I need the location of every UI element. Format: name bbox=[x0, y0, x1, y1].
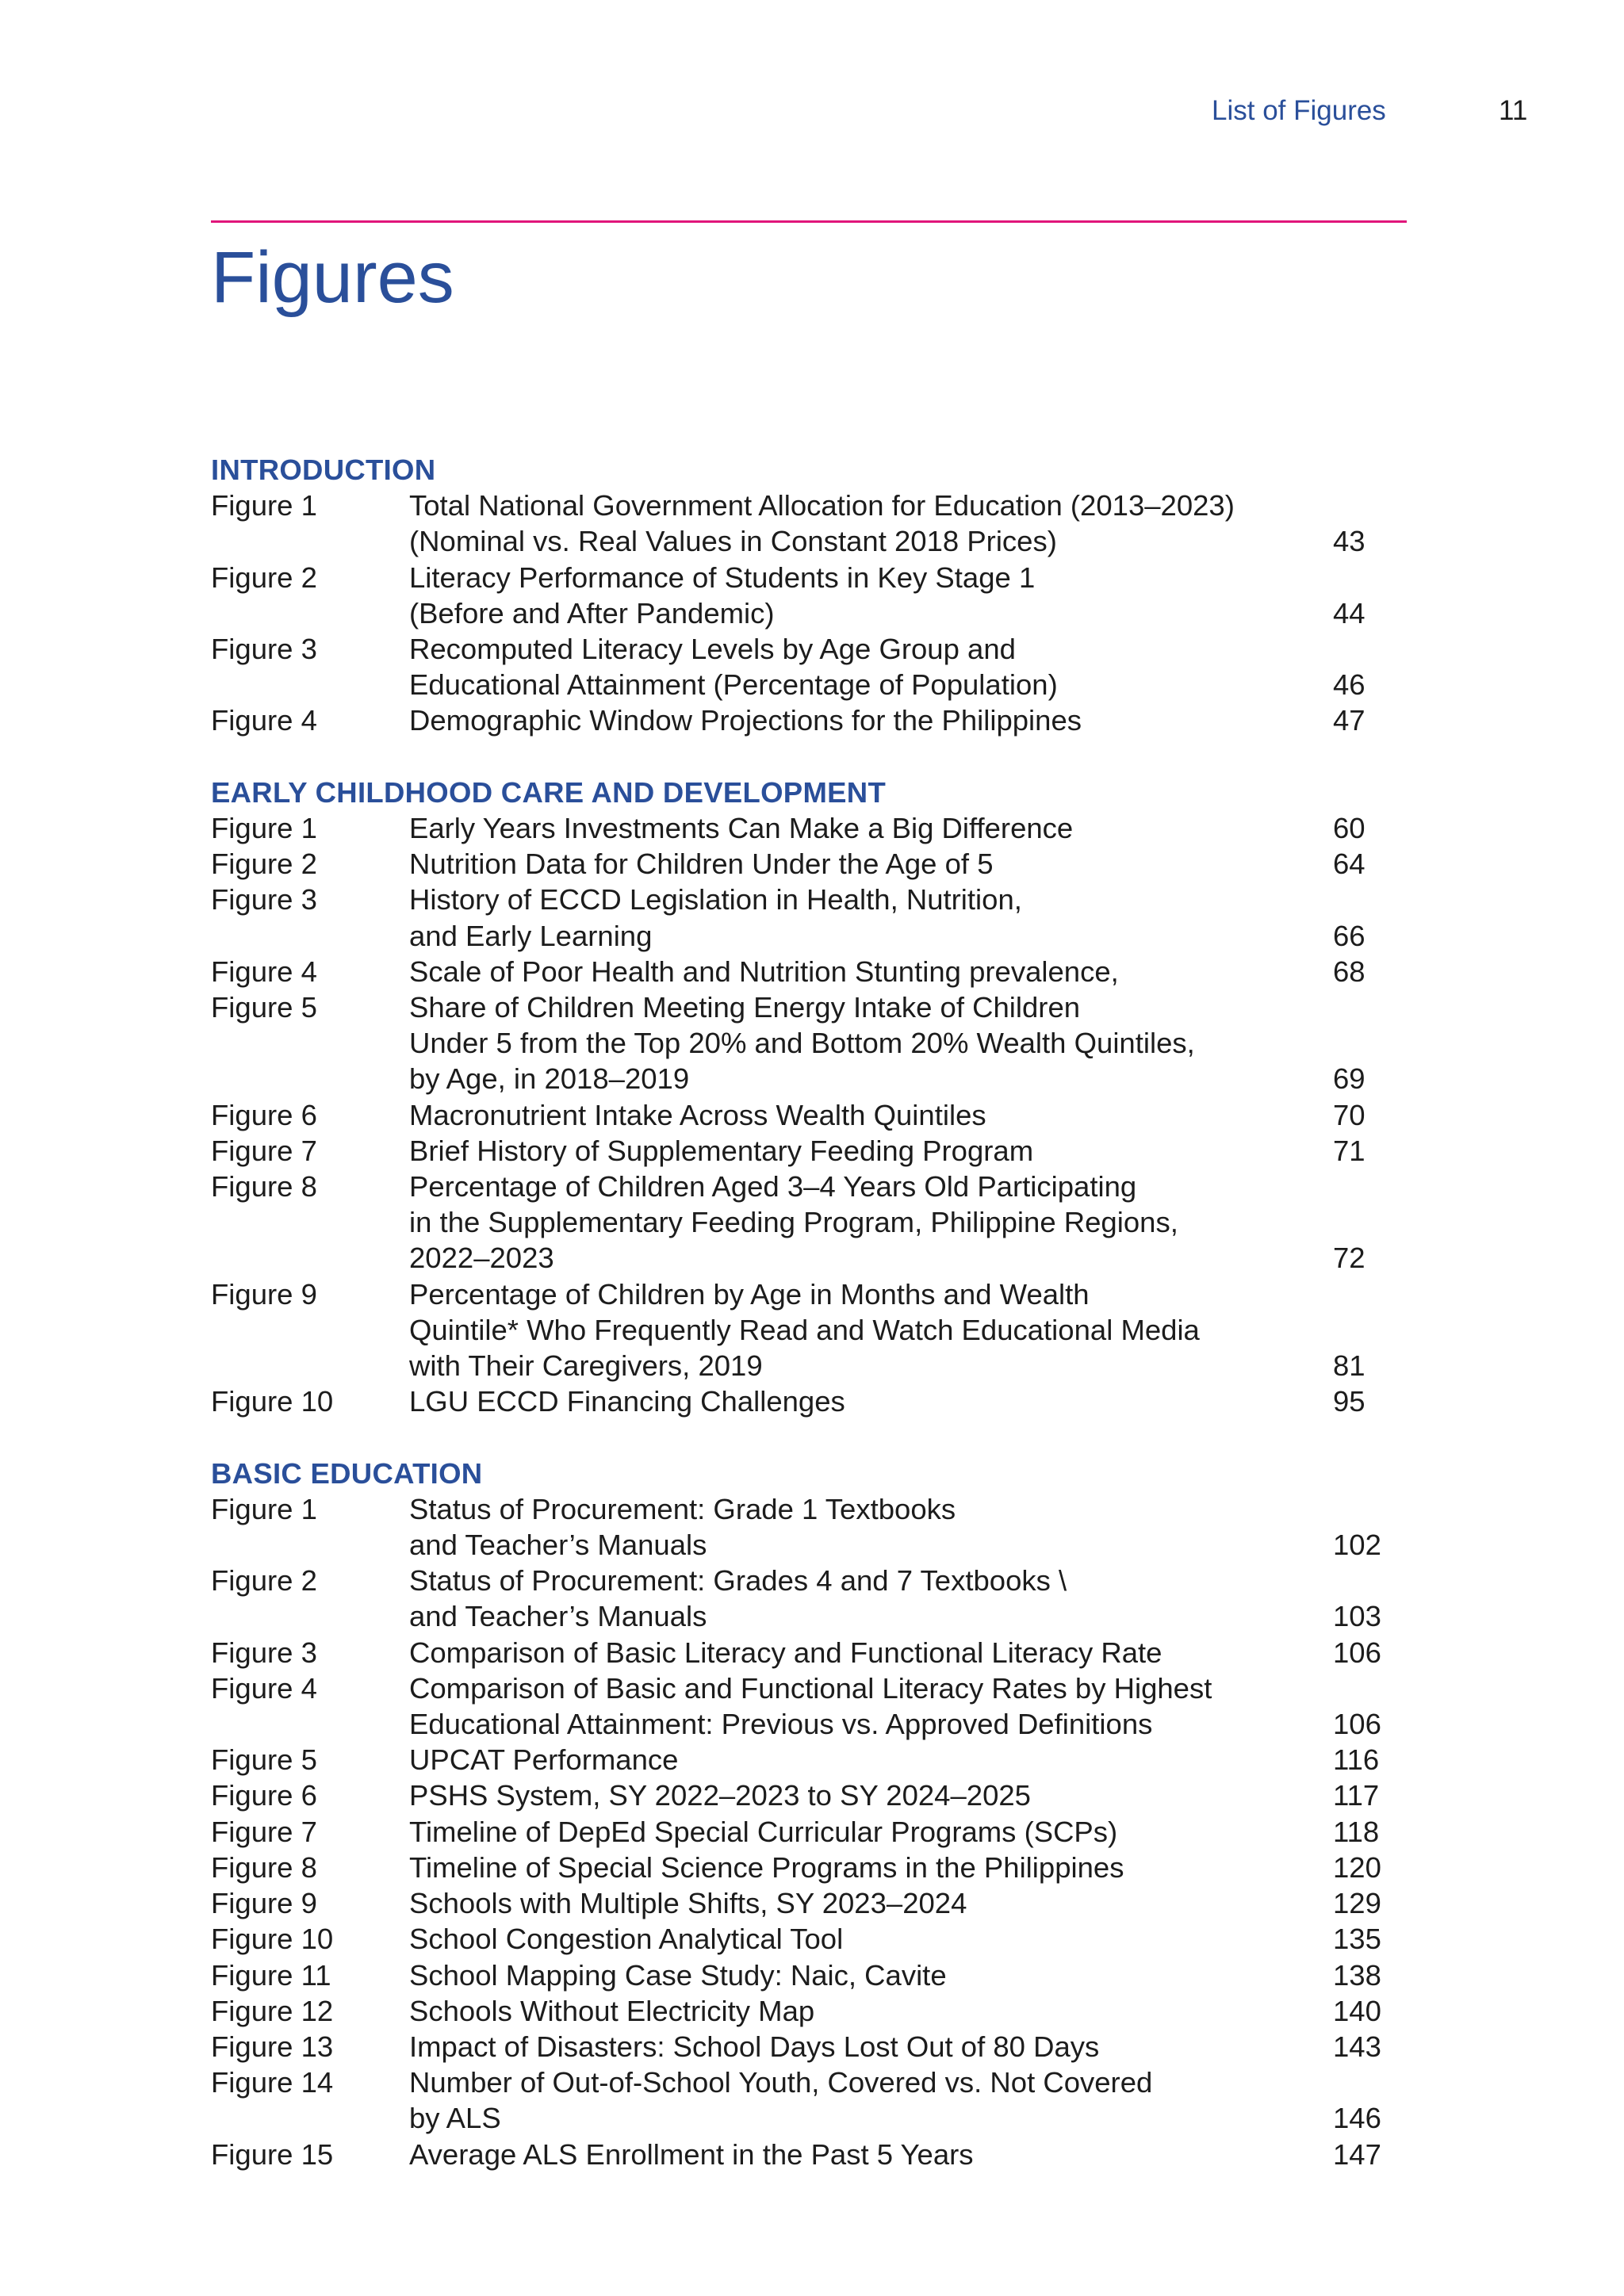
figure-title: Number of Out-of-School Youth, Covered vs. Not Covered bbox=[409, 2066, 1153, 2099]
figure-page-number: 140 bbox=[1333, 1994, 1381, 2027]
figure-page-number: 120 bbox=[1333, 1850, 1381, 1884]
figure-label: Figure 7 bbox=[211, 1815, 317, 1848]
figure-page-number: 66 bbox=[1333, 919, 1365, 952]
figure-title: Comparison of Basic Literacy and Functional Literacy Rate bbox=[409, 1636, 1162, 1669]
figure-entry[interactable] bbox=[211, 1814, 1385, 1850]
figure-title: Literacy Performance of Students in Key Stage 1 bbox=[409, 561, 1036, 594]
figure-label: Figure 1 bbox=[211, 812, 317, 845]
figure-page-number: 70 bbox=[1333, 1098, 1365, 1131]
figure-label: Figure 3 bbox=[211, 883, 317, 916]
title-rule bbox=[211, 220, 1407, 223]
figure-label: Figure 2 bbox=[211, 1564, 317, 1598]
figure-label: Figure 11 bbox=[211, 1958, 331, 1992]
figure-entry[interactable] bbox=[211, 702, 1385, 738]
figure-title: History of ECCD Legislation in Health, Nutrition, bbox=[409, 883, 1022, 916]
figure-label: Figure 2 bbox=[211, 848, 317, 881]
figure-title: Educational Attainment (Percentage of Population) bbox=[409, 668, 1058, 702]
figure-page-number: 116 bbox=[1333, 1743, 1380, 1777]
figure-page-number bbox=[1333, 1670, 1385, 1706]
figure-label: Figure 7 bbox=[211, 1134, 317, 1167]
figure-title: Under 5 from the Top 20% and Bottom 20% Wealth Quintiles, bbox=[409, 1027, 1195, 1060]
figure-label: Figure 6 bbox=[211, 1779, 317, 1812]
figure-label: Figure 8 bbox=[211, 1850, 317, 1884]
figure-title: Average ALS Enrollment in the Past 5 Years bbox=[409, 2137, 974, 2171]
figure-label: Figure 3 bbox=[211, 1636, 317, 1669]
figure-page-number: 147 bbox=[1333, 2137, 1381, 2171]
figure-page-number: 118 bbox=[1333, 1815, 1380, 1848]
figure-entry[interactable] bbox=[211, 1133, 1385, 1169]
figure-label: Figure 4 bbox=[211, 955, 317, 988]
figure-page-number: 68 bbox=[1333, 955, 1365, 988]
figure-entry[interactable] bbox=[211, 1957, 1385, 1993]
figure-page-number: 143 bbox=[1333, 2030, 1381, 2063]
figure-title: Timeline of Special Science Programs in the Philippines bbox=[409, 1850, 1124, 1884]
figure-title: Percentage of Children by Age in Months and Wealth bbox=[409, 1277, 1090, 1311]
figure-title: School Mapping Case Study: Naic, Cavite bbox=[409, 1958, 947, 1992]
figure-entry[interactable] bbox=[211, 846, 1385, 882]
figure-title: Macronutrient Intake Across Wealth Quintiles bbox=[409, 1098, 986, 1131]
figure-page-number: 64 bbox=[1333, 848, 1365, 881]
figure-label: Figure 6 bbox=[211, 1098, 317, 1131]
figure-page-number: 135 bbox=[1333, 1923, 1381, 1956]
figure-title: Status of Procurement: Grade 1 Textbooks bbox=[409, 1492, 956, 1525]
figure-page-number bbox=[1333, 560, 1385, 595]
figure-title: and Teacher’s Manuals bbox=[409, 1600, 707, 1633]
running-head: List of Figures bbox=[1212, 95, 1386, 126]
figure-page-number: 102 bbox=[1333, 1529, 1381, 1562]
section-gap bbox=[211, 1419, 1385, 1455]
figure-page-number bbox=[1333, 1563, 1385, 1598]
figure-label: Figure 10 bbox=[211, 1385, 334, 1418]
figure-label: Figure 4 bbox=[211, 704, 317, 737]
figure-page-number bbox=[1333, 1169, 1385, 1204]
page-title: Figures bbox=[211, 237, 454, 318]
figure-title: Schools Without Electricity Map bbox=[409, 1994, 815, 2027]
figure-entry[interactable] bbox=[211, 810, 1385, 846]
figure-entry[interactable] bbox=[211, 2064, 1385, 2136]
figure-label: Figure 9 bbox=[211, 1277, 317, 1311]
figure-page-number: 103 bbox=[1333, 1600, 1381, 1633]
figure-title: UPCAT Performance bbox=[409, 1743, 679, 1777]
figure-title: with Their Caregivers, 2019 bbox=[409, 1349, 763, 1383]
figure-title: Early Years Investments Can Make a Big Difference bbox=[409, 812, 1074, 845]
figure-entry[interactable] bbox=[211, 1169, 1385, 1276]
figure-title: in the Supplementary Feeding Program, Philippine Regions, bbox=[409, 1206, 1178, 1239]
figure-label: Figure 5 bbox=[211, 991, 317, 1024]
figure-label: Figure 4 bbox=[211, 1671, 317, 1705]
figure-page-number bbox=[1333, 1312, 1385, 1348]
figure-entry[interactable] bbox=[211, 2137, 1385, 2172]
figure-page-number: 60 bbox=[1333, 812, 1365, 845]
figure-label: Figure 2 bbox=[211, 561, 317, 594]
figure-page-number: 117 bbox=[1333, 1779, 1380, 1812]
figure-page-number bbox=[1333, 882, 1385, 917]
figure-label: Figure 8 bbox=[211, 1170, 317, 1203]
figure-title: Nutrition Data for Children Under the Age of 5 bbox=[409, 848, 994, 881]
page-number: 11 bbox=[1499, 95, 1528, 126]
figure-entry[interactable] bbox=[211, 1670, 1385, 1742]
figure-title: Comparison of Basic and Functional Literacy Rates by Highest bbox=[409, 1671, 1212, 1705]
figure-title: Schools with Multiple Shifts, SY 2023–2024 bbox=[409, 1887, 967, 1920]
figure-page-number: 95 bbox=[1333, 1385, 1365, 1418]
figure-page-number bbox=[1333, 1491, 1385, 1527]
figure-title: (Nominal vs. Real Values in Constant 2018 Prices) bbox=[409, 525, 1057, 558]
figure-page-number bbox=[1333, 1276, 1385, 1312]
figure-label: Figure 1 bbox=[211, 1492, 317, 1525]
section-heading: EARLY CHILDHOOD CARE AND DEVELOPMENT bbox=[211, 775, 887, 809]
figure-label: Figure 10 bbox=[211, 1923, 334, 1956]
figure-entry[interactable] bbox=[211, 882, 1385, 953]
figure-title: Demographic Window Projections for the Philippines bbox=[409, 704, 1082, 737]
figure-title: 2022–2023 bbox=[409, 1242, 554, 1275]
figure-page-number: 69 bbox=[1333, 1062, 1365, 1096]
section-heading: BASIC EDUCATION bbox=[211, 1456, 483, 1490]
figure-title: Brief History of Supplementary Feeding Program bbox=[409, 1134, 1034, 1167]
section-heading: INTRODUCTION bbox=[211, 453, 436, 486]
section-gap bbox=[211, 739, 1385, 775]
figure-title: Timeline of DepEd Special Curricular Programs (SCPs) bbox=[409, 1815, 1118, 1848]
figure-title: Status of Procurement: Grades 4 and 7 Textbooks \ bbox=[409, 1564, 1067, 1598]
figure-entry[interactable] bbox=[211, 1383, 1385, 1419]
figure-label: Figure 9 bbox=[211, 1887, 317, 1920]
figure-title: Total National Government Allocation for Education (2013–2023) bbox=[409, 489, 1235, 522]
figure-page-number bbox=[1333, 631, 1385, 667]
figure-entry[interactable] bbox=[211, 1993, 1385, 2029]
figure-page-number: 138 bbox=[1333, 1958, 1381, 1992]
figure-label: Figure 12 bbox=[211, 1994, 334, 2027]
figure-entry[interactable] bbox=[211, 1276, 1385, 1384]
figure-label: Figure 3 bbox=[211, 633, 317, 666]
figure-title: (Before and After Pandemic) bbox=[409, 596, 775, 629]
figure-entry[interactable] bbox=[211, 1097, 1385, 1133]
figure-page-number bbox=[1333, 2064, 1385, 2100]
figure-label: Figure 14 bbox=[211, 2066, 334, 2099]
figure-entry[interactable] bbox=[211, 1742, 1385, 1777]
figure-title: LGU ECCD Financing Challenges bbox=[409, 1385, 845, 1418]
figure-page-number bbox=[1333, 989, 1385, 1025]
figure-entry[interactable] bbox=[211, 1635, 1385, 1670]
figure-title: by Age, in 2018–2019 bbox=[409, 1062, 690, 1096]
figure-label: Figure 1 bbox=[211, 489, 317, 522]
figures-list bbox=[211, 452, 1385, 2172]
figure-entry[interactable] bbox=[211, 989, 1385, 1097]
figure-entry[interactable] bbox=[211, 954, 1385, 989]
figure-entry[interactable] bbox=[211, 1777, 1385, 1813]
figure-entry[interactable] bbox=[211, 560, 1385, 631]
figure-entry[interactable] bbox=[211, 488, 1385, 559]
figure-title: Quintile* Who Frequently Read and Watch Educational Media bbox=[409, 1313, 1200, 1346]
figure-page-number: 146 bbox=[1333, 2102, 1381, 2135]
figure-title: Impact of Disasters: School Days Lost Out of 80 Days bbox=[409, 2030, 1100, 2063]
figure-page-number: 71 bbox=[1333, 1134, 1365, 1167]
figure-title: School Congestion Analytical Tool bbox=[409, 1923, 844, 1956]
figure-page-number: 106 bbox=[1333, 1708, 1381, 1741]
figure-page-number bbox=[1333, 1204, 1385, 1240]
figure-page-number: 106 bbox=[1333, 1636, 1381, 1669]
figure-label: Figure 15 bbox=[211, 2137, 334, 2171]
figure-title: Recomputed Literacy Levels by Age Group and bbox=[409, 633, 1016, 666]
figure-entry[interactable] bbox=[211, 1850, 1385, 1885]
figure-title: Scale of Poor Health and Nutrition Stunting prevalence, bbox=[409, 955, 1119, 988]
figure-page-number bbox=[1333, 1025, 1385, 1061]
figure-page-number: 44 bbox=[1333, 596, 1365, 629]
figure-page-number: 129 bbox=[1333, 1887, 1381, 1920]
figure-title: PSHS System, SY 2022–2023 to SY 2024–2025 bbox=[409, 1779, 1031, 1812]
figure-entry[interactable] bbox=[211, 1921, 1385, 1957]
figure-page-number bbox=[1333, 488, 1385, 523]
figure-title: Educational Attainment: Previous vs. Approved Definitions bbox=[409, 1708, 1153, 1741]
figure-page-number: 72 bbox=[1333, 1242, 1365, 1275]
figure-page-number: 81 bbox=[1333, 1349, 1365, 1383]
figure-page-number: 46 bbox=[1333, 668, 1365, 702]
figure-page-number: 47 bbox=[1333, 704, 1365, 737]
figure-entry[interactable] bbox=[211, 1563, 1385, 1634]
figure-label: Figure 13 bbox=[211, 2030, 334, 2063]
figure-page-number: 43 bbox=[1333, 525, 1365, 558]
figure-entry[interactable] bbox=[211, 1885, 1385, 1921]
figure-title: Share of Children Meeting Energy Intake of Children bbox=[409, 991, 1081, 1024]
figure-entry[interactable] bbox=[211, 2029, 1385, 2064]
figure-entry[interactable] bbox=[211, 1491, 1385, 1563]
figure-title: and Teacher’s Manuals bbox=[409, 1529, 707, 1562]
figure-title: Percentage of Children Aged 3–4 Years Old Participating bbox=[409, 1170, 1137, 1203]
figure-label: Figure 5 bbox=[211, 1743, 317, 1777]
figure-title: and Early Learning bbox=[409, 919, 653, 952]
figure-title: by ALS bbox=[409, 2102, 501, 2135]
figure-entry[interactable] bbox=[211, 631, 1385, 702]
